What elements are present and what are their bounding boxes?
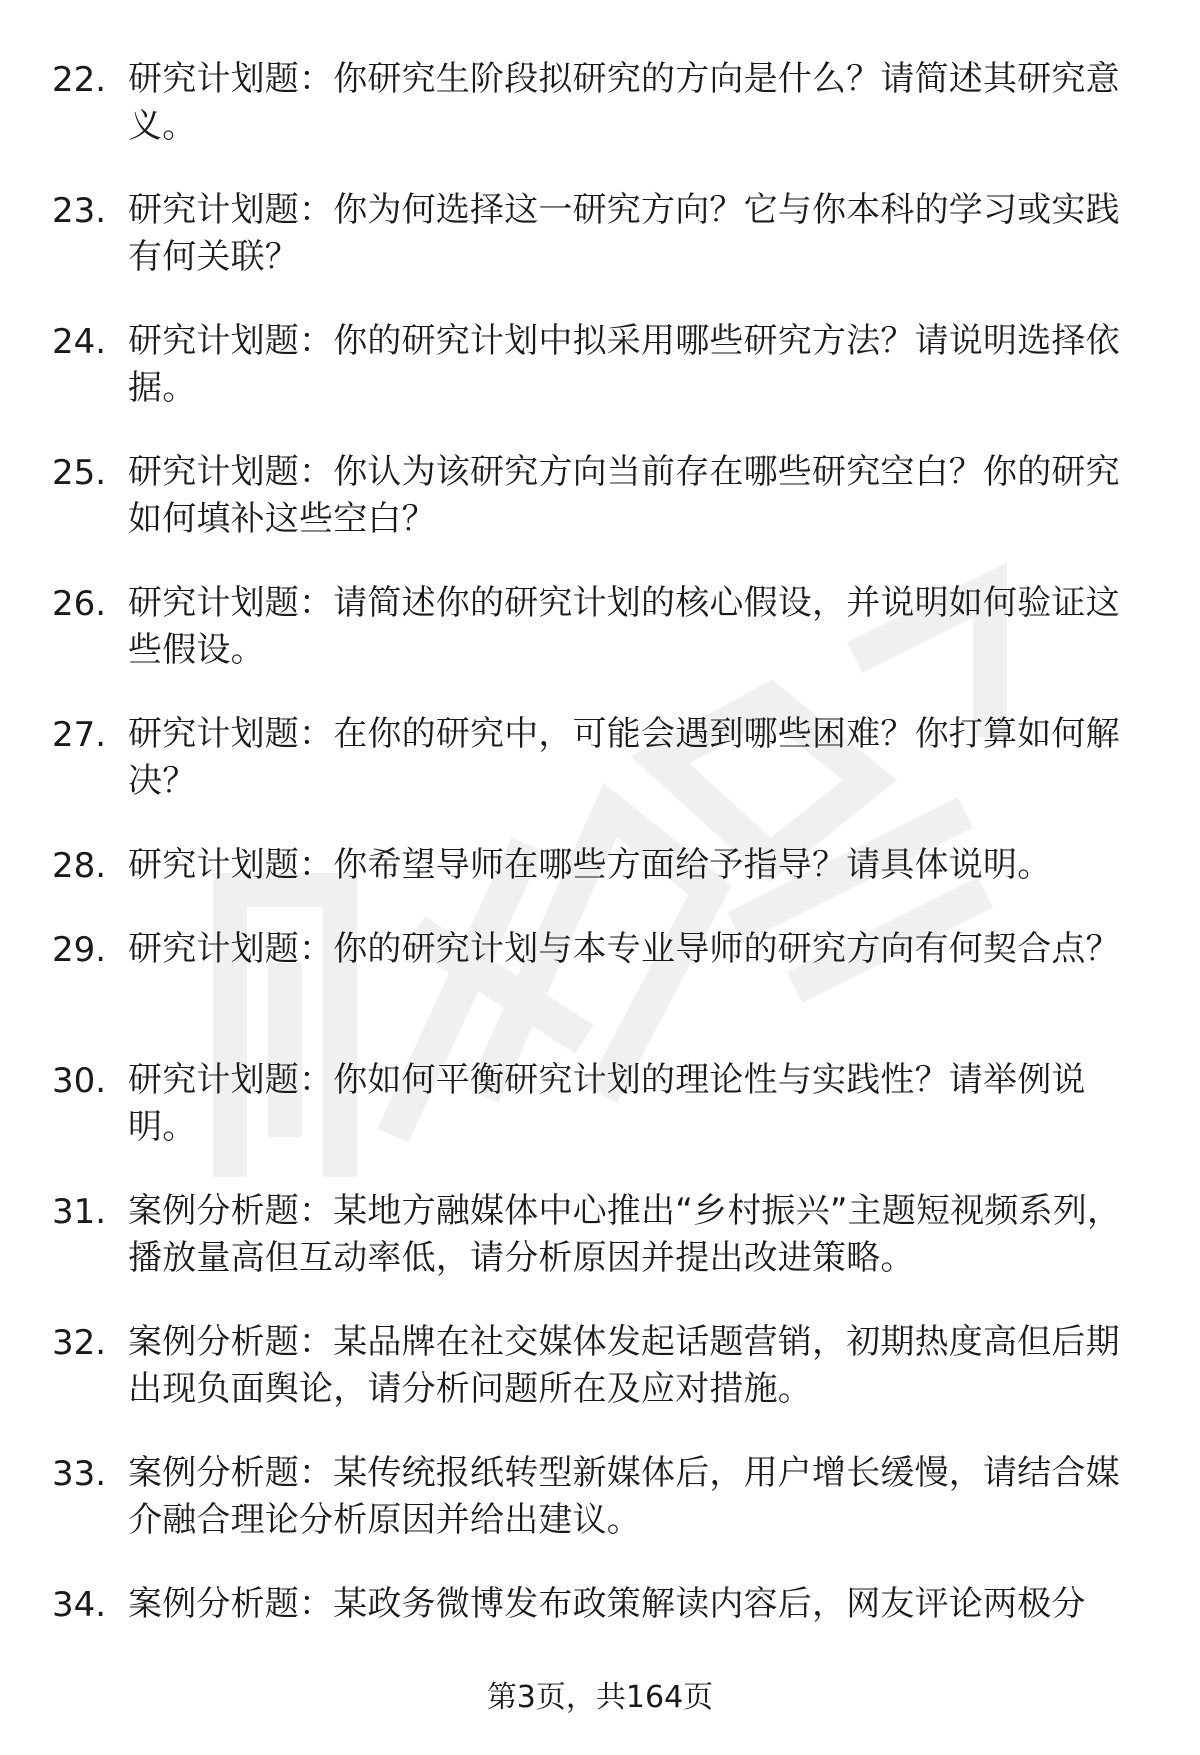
question-text: 案例分析题：某政务微博发布政策解读内容后，网友评论两极分 — [128, 1584, 1086, 1624]
question-number: 29. — [52, 930, 107, 970]
question-number: 30. — [52, 1061, 107, 1101]
list-item — [0, 187, 1200, 318]
question-text: 研究计划题：你为何选择这一研究方向？它与你本科的学习或实践有何关联？ — [128, 190, 1120, 277]
question-text: 研究计划题：你希望导师在哪些方面给予指导？请具体说明。 — [128, 845, 1052, 885]
question-text: 案例分析题：某品牌在社交媒体发起话题营销，初期热度高但后期出现负面舆论，请分析问题所在及应对措施。 — [128, 1322, 1120, 1409]
question-text: 研究计划题：你认为该研究方向当前存在哪些研究空白？你的研究如何填补这些空白？ — [128, 452, 1120, 539]
list-item — [0, 56, 1200, 187]
question-number: 25. — [52, 453, 107, 493]
question-text: 研究计划题：你研究生阶段拟研究的方向是什么？请简述其研究意义。 — [128, 59, 1120, 146]
list-item — [0, 842, 1200, 926]
list-item — [0, 711, 1200, 842]
question-text: 研究计划题：请简述你的研究计划的核心假设，并说明如何验证这些假设。 — [128, 583, 1120, 670]
list-item — [0, 1450, 1200, 1581]
question-text: 研究计划题：你的研究计划与本专业导师的研究方向有何契合点？ — [128, 929, 1120, 969]
question-number: 26. — [52, 584, 107, 624]
question-text: 研究计划题：你的研究计划中拟采用哪些研究方法？请说明选择依据。 — [128, 321, 1120, 408]
question-number: 34. — [52, 1585, 107, 1625]
question-number: 27. — [52, 715, 107, 755]
question-list — [0, 56, 1200, 1665]
question-number: 33. — [52, 1454, 107, 1494]
question-text: 研究计划题：你如何平衡研究计划的理论性与实践性？请举例说明。 — [128, 1060, 1086, 1147]
list-item — [0, 449, 1200, 580]
list-item — [0, 1057, 1200, 1188]
question-number: 24. — [52, 322, 107, 362]
question-number: 22. — [52, 60, 107, 100]
question-number: 28. — [52, 846, 107, 886]
list-item — [0, 1319, 1200, 1450]
question-text: 研究计划题：在你的研究中，可能会遇到哪些困难？你打算如何解决？ — [128, 714, 1120, 801]
list-item — [0, 926, 1200, 1057]
list-item — [0, 1188, 1200, 1319]
question-text: 案例分析题：某传统报纸转型新媒体后，用户增长缓慢，请结合媒介融合理论分析原因并给出建议。 — [128, 1453, 1120, 1540]
list-item — [0, 1581, 1200, 1665]
list-item — [0, 318, 1200, 449]
list-item — [0, 580, 1200, 711]
question-text: 案例分析题：某地方融媒体中心推出“乡村振兴”主题短视频系列，播放量高但互动率低，请分析原因并提出改进策略。 — [128, 1191, 1122, 1278]
question-number: 32. — [52, 1323, 107, 1363]
page-footer: 第3页，共164页 — [486, 1680, 714, 1715]
question-number: 31. — [52, 1192, 107, 1232]
question-number: 23. — [52, 191, 107, 231]
